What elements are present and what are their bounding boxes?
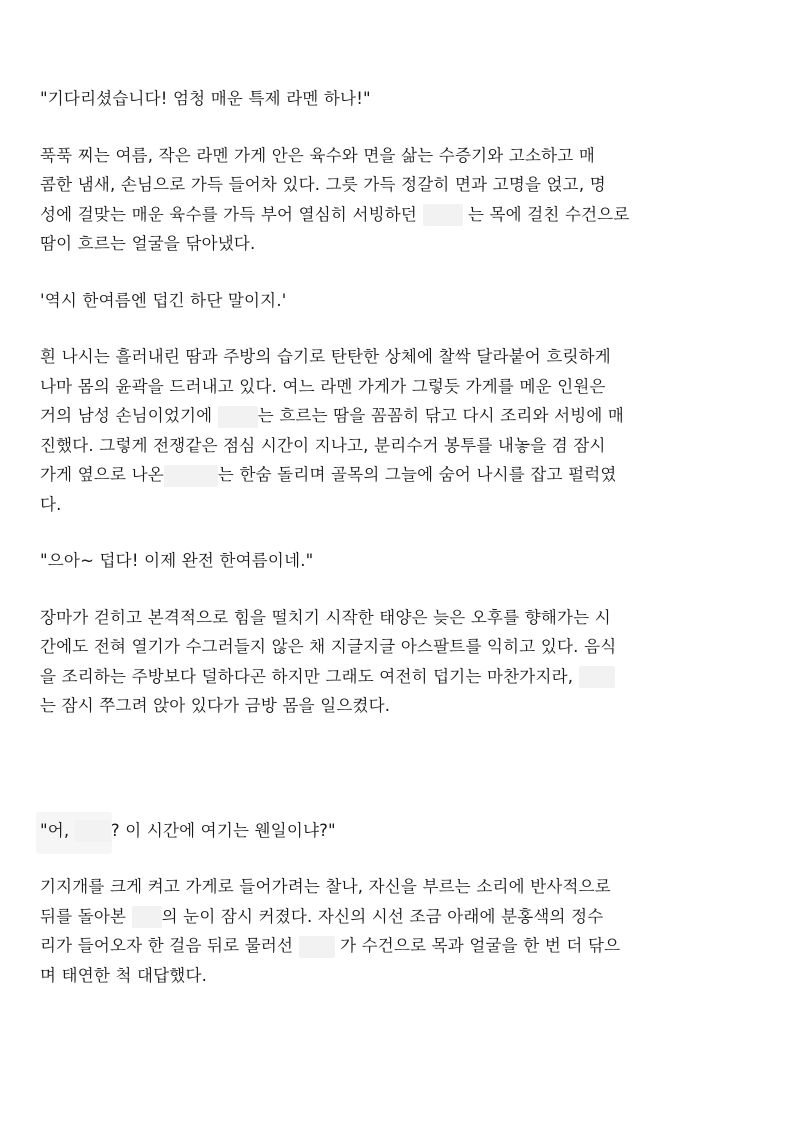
text-line xyxy=(40,816,740,846)
redacted-name xyxy=(164,465,218,487)
text-fragment: 는 흐르는 땀을 꼼꼼히 닦고 다시 조리와 서빙에 매 xyxy=(257,406,625,425)
redacted-name xyxy=(75,820,111,842)
paragraph-narration-4 xyxy=(40,872,740,990)
text-line: 진했다. 그렇게 전쟁같은 점심 시간이 지나고, 분리수거 봉투를 내놓을 겸 잠시 xyxy=(40,435,606,455)
redacted-name xyxy=(299,936,335,958)
text-line: 나마 몸의 윤곽을 드러내고 있다. 여느 라멘 가게가 그렇듯 가게를 메운 인원은 xyxy=(40,376,606,396)
redacted-name xyxy=(132,906,162,928)
text-fragment: 의 눈이 잠시 커졌다. 자신의 시선 조금 아래에 분홍색의 정수 xyxy=(161,906,604,926)
paragraph-narration-1 xyxy=(40,141,740,259)
redacted-name xyxy=(579,666,615,688)
text-fragment: 는 목에 걸친 수건으로 xyxy=(467,204,630,224)
text-line: 흰 나시는 흘러내린 땀과 주방의 습기로 탄탄한 상체에 찰싹 달라붙어 흐릿하게 xyxy=(40,347,611,366)
paragraph-narration-3 xyxy=(40,603,740,721)
text-line xyxy=(40,662,740,692)
document-body xyxy=(40,84,740,990)
text-line xyxy=(40,200,740,230)
paragraph-narration-2 xyxy=(40,342,740,519)
text-line xyxy=(40,401,740,431)
text-line: 는 잠시 쭈그려 앉아 있다가 금방 몸을 일으켰다. xyxy=(40,696,391,715)
text-fragment: 는 한숨 돌리며 골목의 그늘에 숨어 나시를 잡고 펄럭였 xyxy=(217,465,617,484)
text-line: 간에도 전혀 열기가 수그러들지 않은 채 지글지글 아스팔트를 익히고 있다. 음식 xyxy=(40,637,617,656)
text-fragment: ? 이 시간에 여기는 웬일이냐?" xyxy=(110,820,336,840)
text-fragment: 리가 들어오자 한 걸음 뒤로 물러선 xyxy=(40,936,294,955)
paragraph-dialogue-3 xyxy=(40,816,740,846)
text-line xyxy=(40,460,740,490)
text-line: 콤한 냄새, 손님으로 가득 들어차 있다. 그릇 가득 정갈히 면과 고명을 얹고, 명 xyxy=(40,175,606,194)
text-line: 장마가 걷히고 본격적으로 힘을 떨치기 시작한 태양은 늦은 오후를 향해가는 시 xyxy=(40,607,611,627)
paragraph-dialogue-1 xyxy=(40,84,740,114)
text-line: "기다리셨습니다! 엄청 매운 특제 라멘 하나!" xyxy=(40,89,371,108)
text-line: 다. xyxy=(40,494,62,514)
text-fragment: 성에 걸맞는 매운 육수를 가득 부어 열심히 서빙하던 xyxy=(40,204,418,224)
text-line: "으아~ 덥다! 이제 완전 한여름이네." xyxy=(40,551,314,570)
text-line xyxy=(40,902,740,932)
text-fragment: 거의 남성 손님이었기에 xyxy=(40,406,213,425)
text-line: '역시 한여름엔 덥긴 하단 말이지.' xyxy=(40,290,287,310)
text-fragment: "어, xyxy=(40,820,70,840)
text-fragment: 가 수건으로 목과 얼굴을 한 번 더 닦으 xyxy=(340,936,621,955)
text-fragment: 을 조리하는 주방보다 덜하다곤 하지만 그래도 여전히 덥기는 마찬가지라, xyxy=(40,666,574,686)
text-line: 땀이 흐르는 얼굴을 닦아냈다. xyxy=(40,234,256,253)
text-fragment: 가게 옆으로 나온 xyxy=(40,465,164,484)
redacted-name xyxy=(423,204,463,226)
paragraph-thought-1 xyxy=(40,286,740,316)
text-line: 며 태연한 척 대답했다. xyxy=(40,965,208,985)
redacted-name xyxy=(218,406,258,428)
text-line xyxy=(40,931,740,961)
text-line: 기지개를 크게 켜고 가게로 들어가려는 찰나, 자신을 부르는 소리에 반사적으로 xyxy=(40,877,611,896)
text-fragment: 뒤를 돌아본 xyxy=(40,906,127,926)
text-line: 푹푹 찌는 여름, 작은 라멘 가게 안은 육수와 면을 삶는 수증기와 고소하고 매 xyxy=(40,145,595,165)
paragraph-dialogue-2 xyxy=(40,546,740,576)
